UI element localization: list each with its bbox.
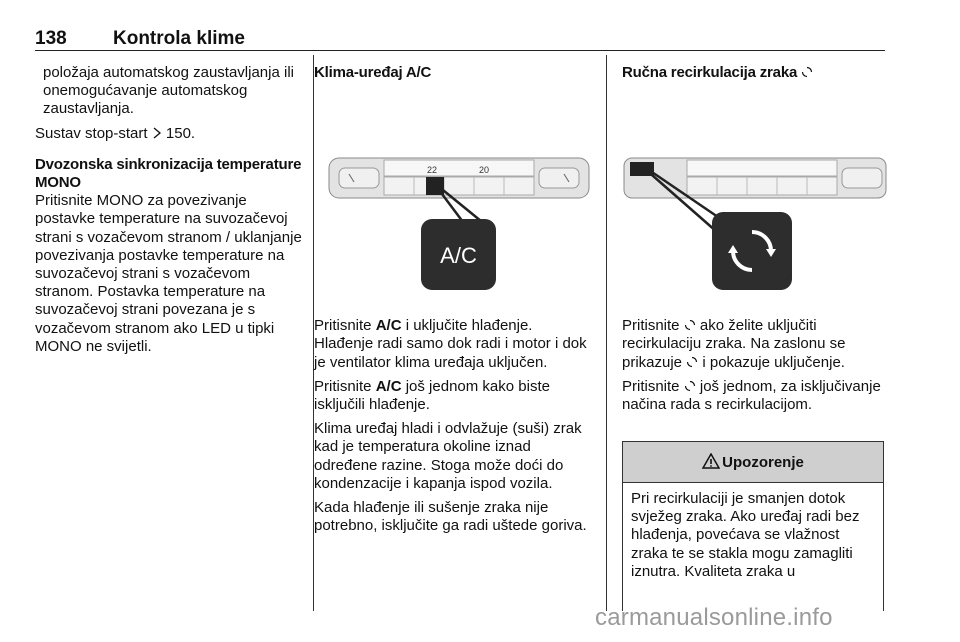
recirculation-icon: [686, 354, 698, 371]
climate-panel-illustration: [624, 158, 886, 198]
ac-paragraph-3: Klima uređaj hladi i odvlažuje (suši) zrak kad je temperatura okoline iznad određene razine. Stoga može doći do kondenzacije i kapanja ispod vozila.: [314, 420, 582, 492]
column-divider-2: [606, 55, 607, 611]
warning-box: [622, 441, 884, 611]
ac-paragraph-2: Pritisnite A/C još jednom kako biste isključili hlađenje.: [314, 377, 550, 414]
stop-start-page-ref[interactable]: 150.: [165, 124, 196, 142]
page-header: [35, 28, 885, 50]
column-3: [622, 64, 884, 420]
reference-arrow-icon: [152, 125, 166, 142]
recirculation-paragraph-2: Pritisnite još jednom, za isključivanje načina rada s recirkulacijom.: [622, 377, 881, 414]
panel-temp-right: 20: [479, 165, 490, 176]
recirculation-button-icon: [712, 212, 792, 290]
recirculation-panel-figure: [622, 82, 892, 317]
header-rule: [35, 50, 885, 51]
recirculation-icon: [684, 378, 696, 395]
recirculation-icon: [684, 317, 696, 334]
column-1: [35, 64, 305, 362]
ac-paragraph-1: Pritisnite A/C i uključite hlađenje. Hlađenje radi samo dok radi i motor i dok je ventilator klima uređaja uključen.: [314, 317, 587, 371]
ac-heading: Klima-uređaj A/C: [314, 64, 432, 81]
mono-heading: Dvozonska sinkronizacija temperature MONO: [35, 155, 302, 192]
warning-header: [623, 442, 883, 483]
recirculation-icon: [801, 64, 813, 81]
panel-temp-left: 22: [427, 165, 438, 176]
watermark: carmanualsonline.info: [595, 604, 833, 631]
stop-start-text: Sustav stop-start: [35, 124, 148, 142]
paragraph-stop-start-ref: [35, 125, 305, 143]
recirculation-paragraph-1: Pritisnite ako želite uključiti recirkulaciju zraka. Na zaslonu se prikazuje i pokazuje uključenje.: [622, 317, 846, 371]
warning-title: Upozorenje: [722, 453, 804, 471]
recirculation-heading: Ručna recirkulacija zraka: [622, 64, 884, 82]
chapter-title: Kontrola klime: [113, 28, 245, 49]
warning-triangle-icon: [702, 453, 722, 471]
ac-button-label: A/C: [440, 243, 477, 269]
ac-paragraph-4: Kada hlađenje ili sušenje zraka nije potrebno, isključite ga radi uštede goriva.: [314, 499, 587, 535]
page-number: 138: [35, 28, 67, 49]
ac-panel-figure: [314, 82, 604, 317]
climate-panel-illustration: [329, 158, 589, 198]
mono-body: Pritisnite MONO za povezivanje postavke temperature na suvozačevoj strani s vozačevom stranom / uklanjanje povezivanja postavke temperature na suvozačevoj strani s vozačevom stranom. Postavka temperature na suvozačevoj strani povezana je s vozačevom stranom ako LED u tipki MONO ne svijetli.: [35, 192, 302, 355]
column-2: [314, 64, 594, 541]
warning-body: Pri recirkulaciji je smanjen dotok svježeg zraka. Ako uređaj radi bez hlađenja, povećava se vlažnost zraka te se stakla mogu zamagliti iznutra. Kvaliteta zraka u: [631, 490, 860, 580]
paragraph-stop-position: položaja automatskog zaustavljanja ili onemogućavanje automatskog zaustavljanja.: [43, 64, 294, 118]
